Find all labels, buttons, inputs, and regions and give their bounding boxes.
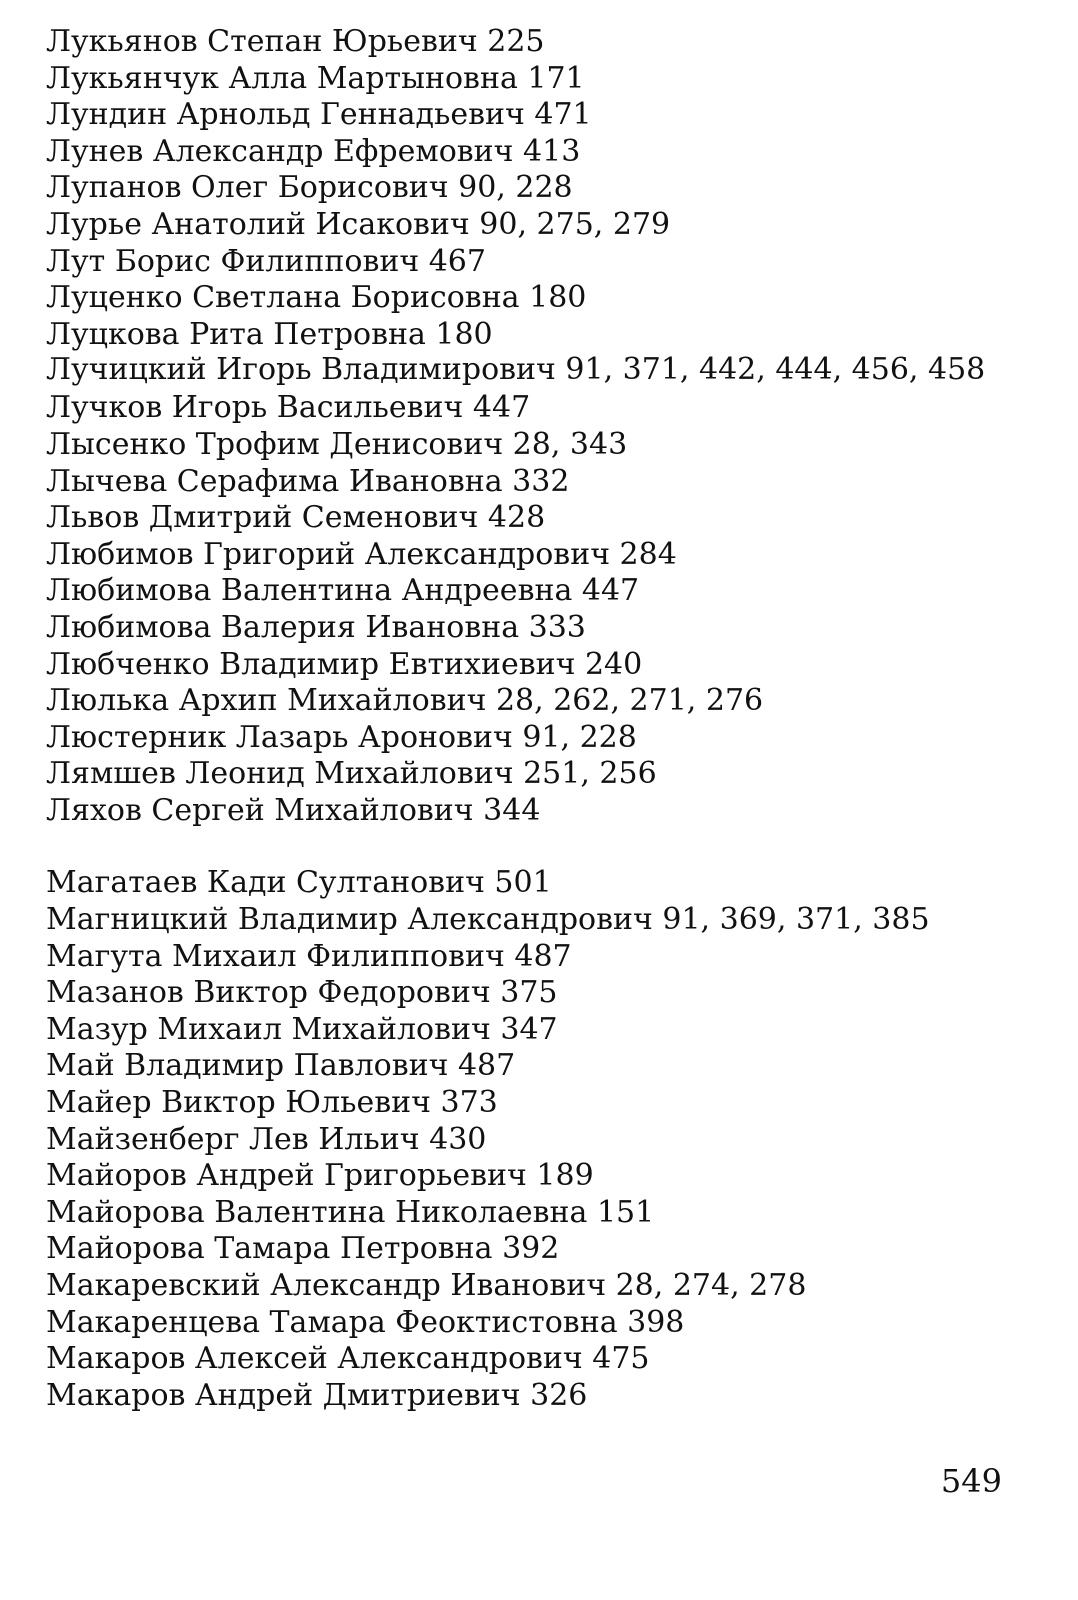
index-entry: Майзенберг Лев Ильич 430: [46, 1121, 487, 1157]
index-entry: Любченко Владимир Евтихиевич 240: [46, 646, 643, 682]
index-entry: Макаревский Александр Иванович 28, 274, 278: [46, 1268, 807, 1303]
index-entry: Любимова Валентина Андреевна 447: [46, 573, 640, 609]
name-index: [46, 24, 1036, 1414]
index-entry: Лут Борис Филиппович 467: [46, 243, 486, 279]
index-entry: Магута Михаил Филиппович 487: [46, 938, 572, 974]
index-entry: Лурье Анатолий Исакович 90, 275, 279: [46, 206, 671, 242]
index-entry: Лунев Александр Ефремович 413: [46, 133, 581, 169]
index-entry: Май Владимир Павлович 487: [46, 1048, 516, 1084]
index-entry: Лукьянчук Алла Мартыновна 171: [46, 60, 585, 96]
index-entry: Лучков Игорь Васильевич 447: [46, 390, 531, 426]
index-entry: Лямшев Леонид Михайлович 251, 256: [46, 756, 657, 792]
index-entry: Лучицкий Игорь Владимирович 91, 371, 442, 444, 456, 458: [46, 352, 986, 388]
index-entry: Лычева Серафима Ивановна 332: [46, 463, 570, 499]
index-section-l: [46, 24, 1036, 829]
index-entry: Майорова Тамара Петровна 392: [46, 1231, 560, 1267]
index-entry: Майоров Андрей Григорьевич 189: [46, 1158, 594, 1194]
page-number: 549: [940, 1462, 1002, 1500]
index-entry: Майорова Валентина Николаевна 151: [46, 1194, 655, 1230]
index-entry: Магатаев Кади Султанович 501: [46, 865, 552, 901]
index-entry: Ляхов Сергей Михайлович 344: [46, 792, 541, 828]
index-entry: Люлька Архип Михайлович 28, 262, 271, 276: [46, 683, 764, 719]
index-entry: Мазанов Виктор Федорович 375: [46, 975, 558, 1011]
index-entry: Макаренцева Тамара Феоктистовна 398: [46, 1304, 685, 1340]
index-entry: Люстерник Лазарь Аронович 91, 228: [46, 719, 637, 755]
index-entry: Майер Виктор Юльевич 373: [46, 1085, 498, 1121]
index-entry: Лысенко Трофим Денисович 28, 343: [46, 426, 628, 462]
index-entry: Лундин Арнольд Геннадьевич 471: [46, 97, 592, 133]
index-entry: Любимова Валерия Ивановна 333: [46, 609, 586, 645]
index-entry: Лупанов Олег Борисович 90, 228: [46, 170, 573, 206]
index-entry: Любимов Григорий Александрович 284: [46, 536, 677, 572]
index-entry: Лукьянов Степан Юрьевич 225: [46, 24, 545, 59]
index-entry: Магницкий Владимир Александрович 91, 369, 371, 385: [46, 902, 930, 938]
index-entry: Макаров Алексей Александрович 475: [46, 1341, 650, 1377]
index-entry: Львов Дмитрий Семенович 428: [46, 500, 546, 536]
index-entry: Мазур Михаил Михайлович 347: [46, 1011, 558, 1047]
index-entry: Луцкова Рита Петровна 180: [46, 316, 493, 352]
index-entry: Макаров Андрей Дмитриевич 326: [46, 1377, 588, 1413]
section-divider: [46, 829, 1036, 865]
index-entry: Луценко Светлана Борисовна 180: [46, 280, 587, 316]
index-section-m: [46, 865, 1036, 1414]
